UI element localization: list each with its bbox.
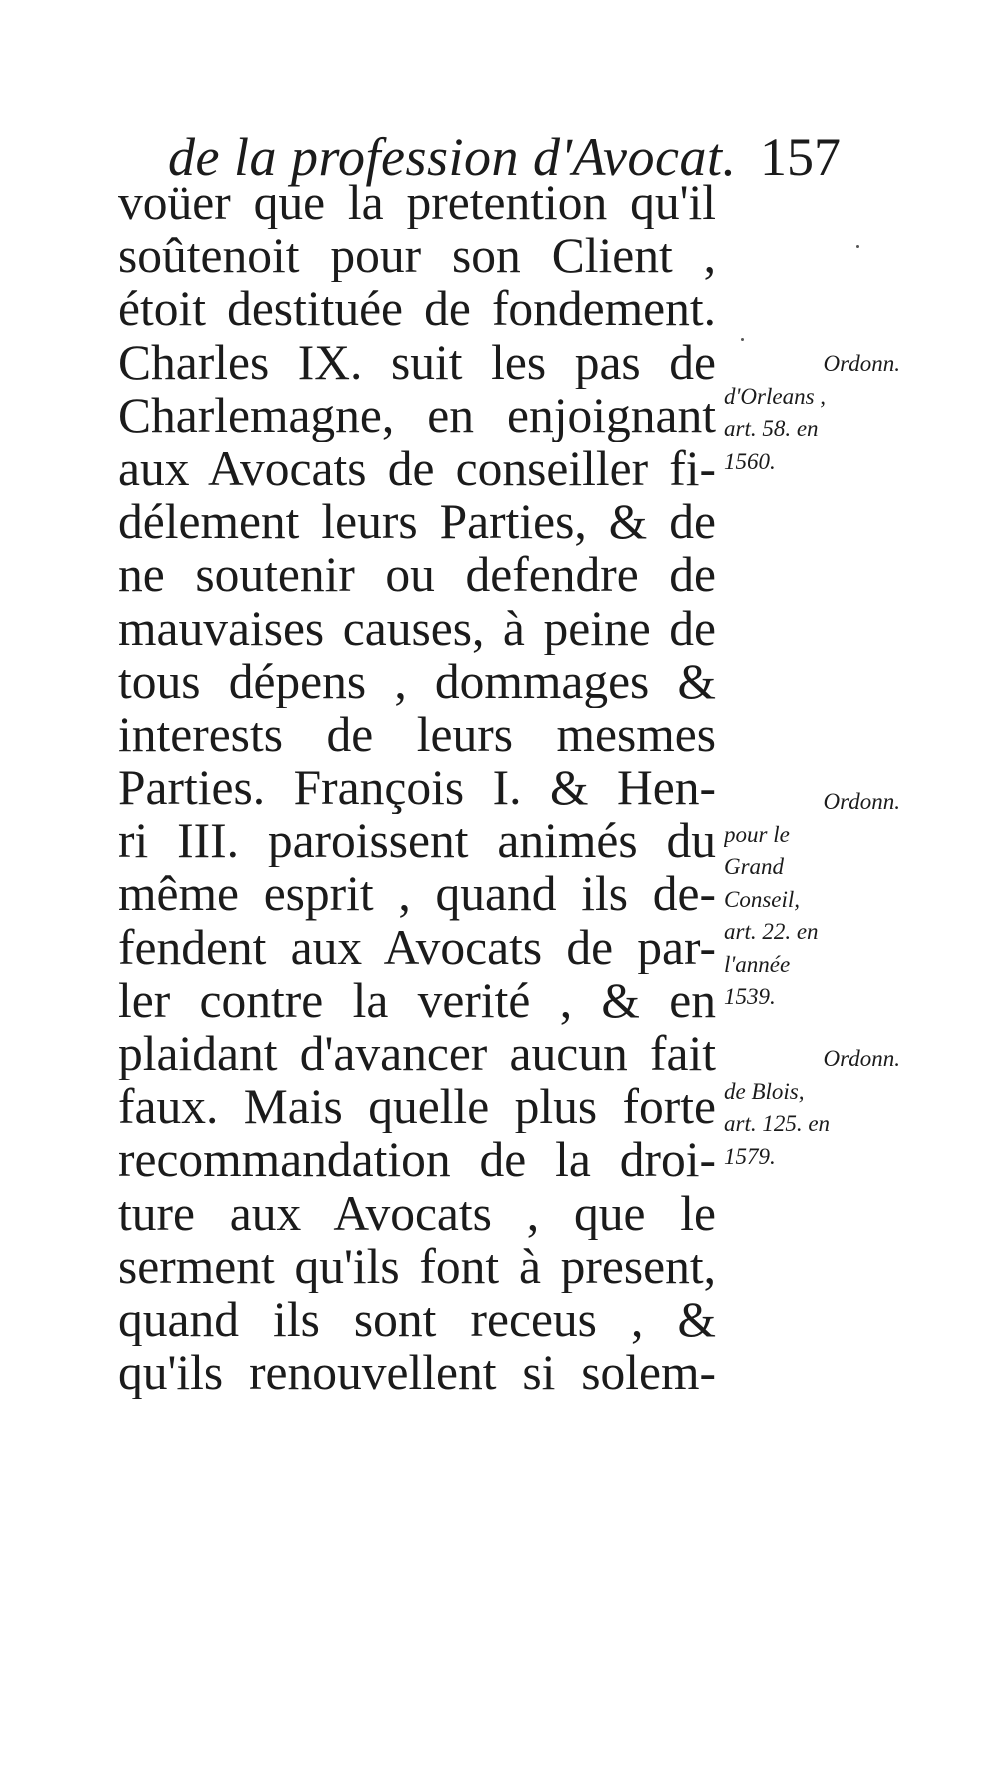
margin-note-line: 1539.	[724, 984, 776, 1009]
paper-speck	[856, 245, 859, 248]
margin-note-line: art. 125. en	[724, 1111, 831, 1136]
text-line-5: Charlemagne, en enjoignant	[118, 388, 716, 442]
main-text-block	[118, 176, 716, 1399]
margin-note-line: art. 58. en	[724, 416, 819, 441]
margin-note-grand-conseil	[724, 786, 900, 1014]
page-number: 157	[759, 127, 841, 187]
margin-note-blois	[724, 1043, 900, 1173]
text-line-8: ne soutenir ou defendre de	[118, 548, 716, 602]
text-line-6: aux Avocats de conseiller fi-	[118, 441, 716, 496]
text-line-10: tous dépens , dommages &	[118, 654, 716, 708]
text-line-21: serment qu'ils font à present,	[118, 1239, 716, 1293]
margin-note-line: Ordonn.	[823, 1046, 900, 1071]
margin-note-line: Ordonn.	[823, 351, 900, 376]
text-line-4: Charles IX. suit les pas de	[118, 335, 716, 389]
text-line-2: soûtenoit pour son Client ,	[118, 229, 716, 283]
text-line-23: qu'ils renouvellent si solem-	[118, 1346, 716, 1400]
margin-note-line: Grand	[724, 854, 785, 879]
margin-note-line: 1579.	[724, 1143, 776, 1169]
text-line-12: Parties. François I. & Hen-	[118, 761, 716, 815]
text-line-9: mauvaises causes, à peine de	[118, 601, 716, 655]
text-line-17: plaidant d'avancer aucun fait	[118, 1027, 716, 1081]
text-line-3: étoit destituée de fondement.	[118, 282, 716, 336]
running-title: de la profession d'Avocat.	[168, 127, 737, 187]
paper-speck	[741, 338, 744, 341]
margin-note-line: d'Orleans ,	[724, 383, 827, 409]
text-line-1: voüer que la pretention qu'il	[118, 176, 716, 230]
margin-note-line: 1560.	[724, 448, 776, 474]
text-line-7: délement leurs Parties, & de	[118, 495, 716, 549]
text-line-15: fendent aux Avocats de par-	[118, 920, 716, 974]
text-line-19: recommandation de la droi-	[118, 1133, 716, 1187]
text-line-20: ture aux Avocats , que le	[118, 1186, 716, 1240]
text-line-22: quand ils sont receus , &	[118, 1292, 716, 1347]
margin-note-line: pour le	[724, 821, 790, 847]
margin-notes-column	[724, 0, 900, 1789]
margin-note-line: art. 22. en	[724, 919, 819, 944]
text-line-14: même esprit , quand ils de-	[118, 867, 716, 921]
margin-note-line: Conseil,	[724, 886, 801, 912]
text-line-11: interests de leurs mesmes	[118, 707, 716, 762]
text-line-18: faux. Mais quelle plus forte	[118, 1080, 716, 1134]
text-line-13: ri III. paroissent animés du	[118, 814, 716, 868]
text-line-16: ler contre la verité , & en	[118, 973, 716, 1027]
margin-note-line: Ordonn.	[823, 789, 900, 814]
margin-note-line: de Blois,	[724, 1078, 805, 1104]
margin-note-line: l'année	[724, 951, 791, 977]
margin-note-orleans	[724, 348, 900, 478]
